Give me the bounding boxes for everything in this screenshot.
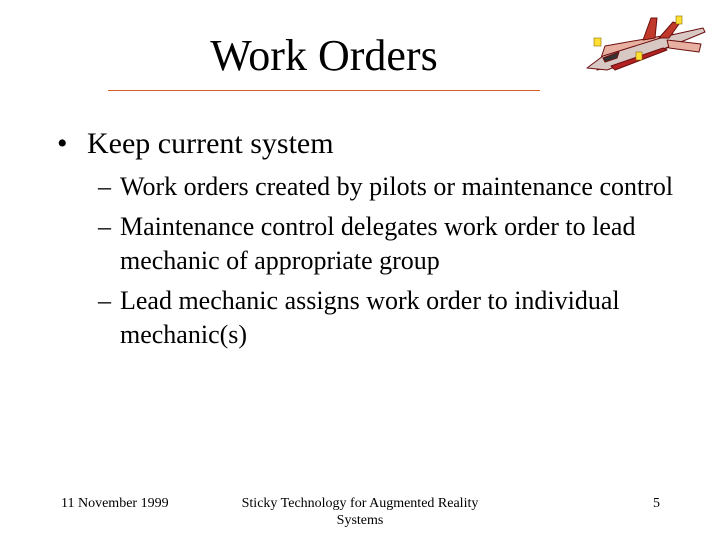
bullet-marker: • bbox=[57, 127, 68, 160]
sub-bullet-item bbox=[98, 284, 698, 352]
slide-title: Work Orders bbox=[210, 31, 438, 80]
footer-presentation-title: Sticky Technology for Augmented Reality Systems bbox=[241, 496, 479, 528]
dash-marker: – bbox=[98, 172, 111, 201]
sub-bullet-text: Maintenance control delegates work order to lead mechanic of appropriate group bbox=[120, 212, 636, 275]
sub-bullet-text: Work orders created by pilots or maintenance control bbox=[120, 172, 674, 201]
main-bullet-text: Keep current system bbox=[87, 127, 334, 160]
sub-bullet-item bbox=[98, 210, 698, 278]
sub-bullet-item bbox=[98, 170, 698, 204]
sub-bullet-text: Lead mechanic assigns work order to individual mechanic(s) bbox=[120, 286, 620, 349]
footer-page-number: 5 bbox=[653, 496, 660, 511]
main-bullet-item bbox=[57, 126, 334, 162]
sub-bullet-list bbox=[98, 170, 698, 358]
title-divider bbox=[108, 90, 540, 91]
dash-marker: – bbox=[98, 286, 111, 315]
dash-marker: – bbox=[98, 212, 111, 241]
fighter-jet-icon bbox=[583, 12, 709, 76]
footer-date: 11 November 1999 bbox=[61, 496, 169, 511]
